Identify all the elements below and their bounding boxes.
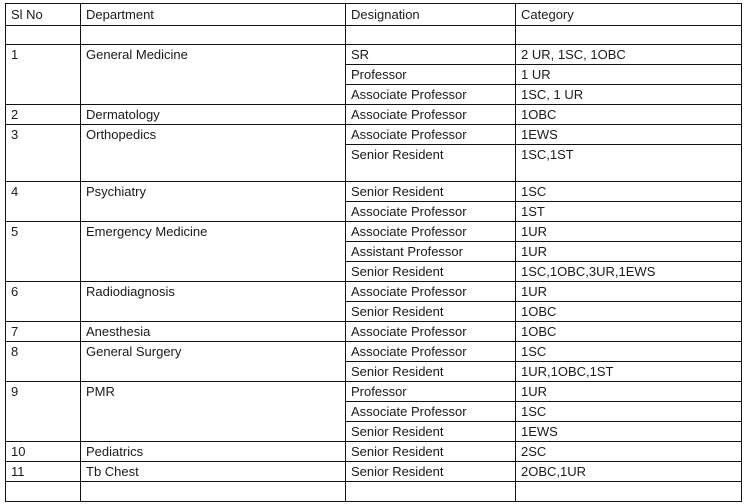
category-cell: 1SC (521, 184, 547, 199)
column-border-4 (741, 3, 742, 502)
designation-cell: Senior Resident (351, 444, 444, 459)
subrow-separator (345, 144, 742, 145)
column-border-1 (80, 3, 81, 502)
sl-no-cell: 11 (11, 464, 25, 479)
department-separator (5, 381, 742, 382)
category-cell: 2 UR, 1SC, 1OBC (521, 47, 626, 62)
category-cell: 1SC,1OBC,3UR,1EWS (521, 264, 656, 279)
department-cell: Pediatrics (86, 444, 144, 459)
subrow-separator (345, 421, 742, 422)
sl-no-cell: 4 (11, 184, 19, 199)
header-designation: Designation (351, 7, 420, 22)
sl-no-cell: 9 (11, 384, 19, 399)
designation-cell: Senior Resident (351, 184, 444, 199)
category-cell: 1 UR (521, 67, 551, 82)
column-border-3 (515, 3, 516, 502)
column-border-0 (5, 3, 6, 502)
header-bottom-border (5, 25, 742, 26)
department-cell: Anesthesia (86, 324, 151, 339)
department-cell: Tb Chest (86, 464, 139, 479)
spacer-row-border (5, 44, 742, 45)
category-cell: 1SC (521, 404, 547, 419)
sl-no-cell: 10 (11, 444, 26, 459)
designation-cell: Associate Professor (351, 204, 467, 219)
subrow-separator (345, 64, 742, 65)
department-separator (5, 221, 742, 222)
designation-cell: Associate Professor (351, 284, 467, 299)
sl-no-cell: 5 (11, 224, 19, 239)
department-separator (5, 341, 742, 342)
subrow-separator (345, 261, 742, 262)
department-cell: Emergency Medicine (86, 224, 208, 239)
category-cell: 1ST (521, 204, 545, 219)
sl-no-cell: 1 (11, 47, 19, 62)
sl-no-cell: 3 (11, 127, 19, 142)
designation-cell: Senior Resident (351, 464, 444, 479)
sl-no-cell: 7 (11, 324, 19, 339)
department-separator (5, 321, 742, 322)
designation-cell: Associate Professor (351, 127, 467, 142)
department-cell: PMR (86, 384, 115, 399)
department-separator (5, 104, 742, 105)
sl-no-cell: 8 (11, 344, 19, 359)
department-cell: Psychiatry (86, 184, 146, 199)
designation-cell: Associate Professor (351, 344, 467, 359)
category-cell: 1OBC (521, 324, 557, 339)
department-cell: Orthopedics (86, 127, 157, 142)
designation-cell: Senior Resident (351, 304, 444, 319)
subrow-separator (345, 241, 742, 242)
department-cell: Radiodiagnosis (86, 284, 175, 299)
designation-cell: Senior Resident (351, 147, 444, 162)
designation-cell: Senior Resident (351, 264, 444, 279)
category-cell: 1EWS (521, 424, 558, 439)
table-bottom-border (5, 501, 742, 502)
category-cell: 1OBC (521, 304, 557, 319)
subrow-separator (345, 84, 742, 85)
category-cell: 2SC (521, 444, 547, 459)
department-cell: Dermatology (86, 107, 160, 122)
designation-cell: Senior Resident (351, 364, 444, 379)
category-cell: 1SC (521, 344, 547, 359)
department-separator (5, 181, 742, 182)
category-cell: 1SC, 1 UR (521, 87, 584, 102)
header-category: Category (521, 7, 574, 22)
category-cell: 1UR (521, 284, 548, 299)
table-top-border (5, 3, 742, 4)
subrow-separator (345, 301, 742, 302)
department-separator (5, 124, 742, 125)
designation-cell: SR (351, 47, 370, 62)
category-cell: 1UR (521, 224, 548, 239)
department-separator (5, 281, 742, 282)
header-sl-no: Sl No (11, 7, 43, 22)
designation-cell: Associate Professor (351, 404, 467, 419)
category-cell: 2OBC,1UR (521, 464, 587, 479)
designation-cell: Professor (351, 67, 407, 82)
department-cell: General Medicine (86, 47, 188, 62)
category-cell: 1UR (521, 244, 548, 259)
designation-cell: Associate Professor (351, 324, 467, 339)
subrow-separator (345, 361, 742, 362)
department-separator (5, 441, 742, 442)
designation-cell: Associate Professor (351, 107, 467, 122)
category-cell: 1UR (521, 384, 548, 399)
department-separator (5, 461, 742, 462)
department-separator (5, 481, 742, 482)
sl-no-cell: 2 (11, 107, 19, 122)
designation-cell: Associate Professor (351, 224, 467, 239)
header-department: Department (86, 7, 154, 22)
sl-no-cell: 6 (11, 284, 19, 299)
designation-cell: Assistant Professor (351, 244, 463, 259)
subrow-separator (345, 401, 742, 402)
designation-cell: Professor (351, 384, 407, 399)
category-cell: 1SC,1ST (521, 147, 574, 162)
category-cell: 1OBC (521, 107, 557, 122)
subrow-separator (345, 201, 742, 202)
department-cell: General Surgery (86, 344, 182, 359)
designation-cell: Senior Resident (351, 424, 444, 439)
category-cell: 1UR,1OBC,1ST (521, 364, 614, 379)
designation-cell: Associate Professor (351, 87, 467, 102)
column-border-2 (345, 3, 346, 502)
category-cell: 1EWS (521, 127, 558, 142)
